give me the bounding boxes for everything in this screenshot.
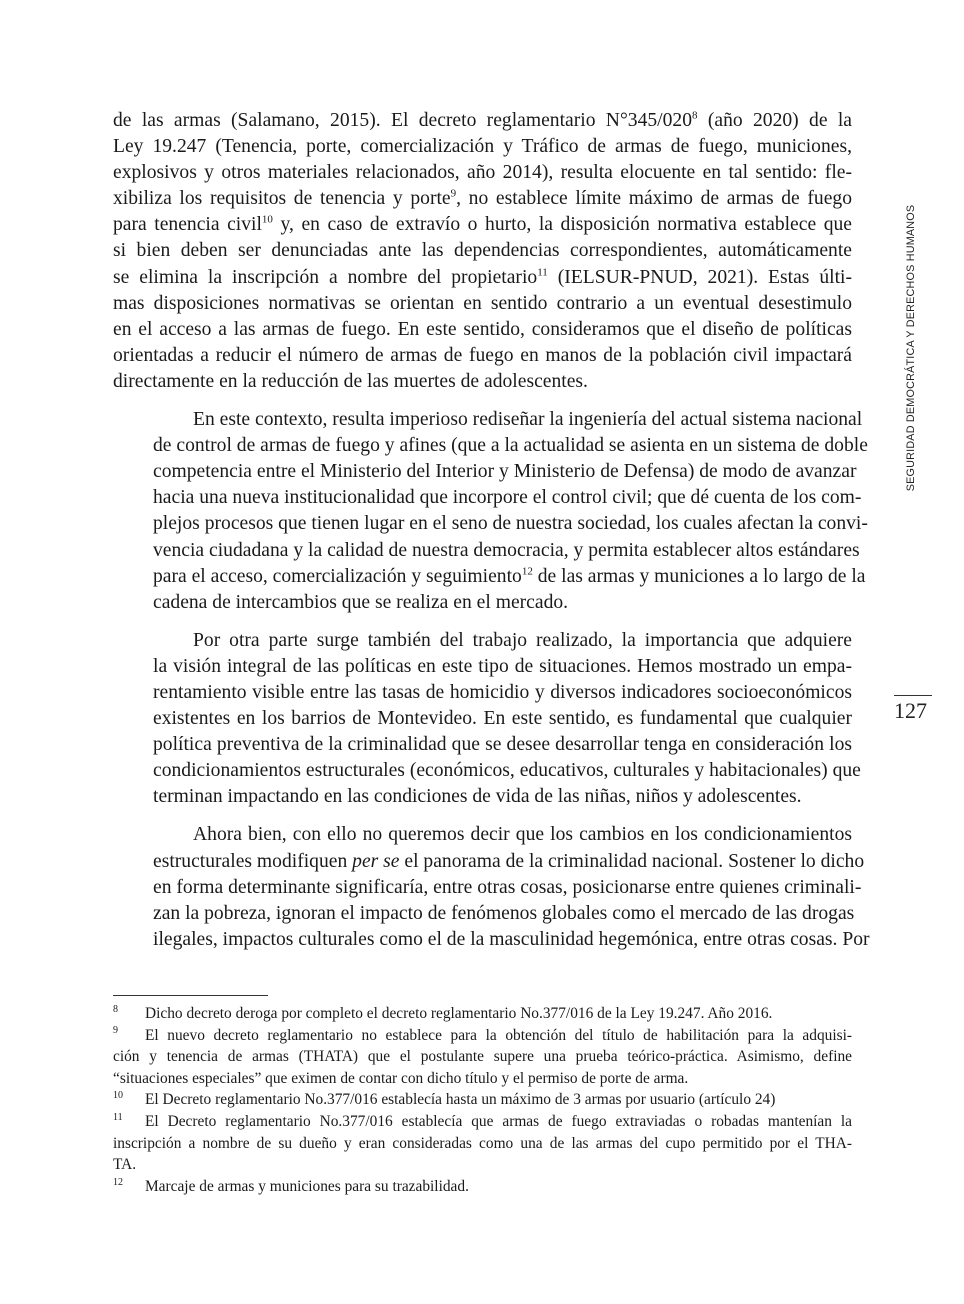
page-number-rule [894, 695, 932, 696]
text-line: plejos procesos que tienen lugar en el seno de nuestra sociedad, los cuales afectan la convi- [153, 513, 868, 535]
italic-term: per se [352, 850, 400, 872]
text-line: competencia entre el Ministerio del Interior y Ministerio de Defensa) de modo de avanzar [153, 461, 857, 483]
text-line: vencia ciudadana y la calidad de nuestra democracia, y permita establecer altos estándares [153, 539, 860, 561]
text-line: si bien deben ser denunciadas ante las dependencias correspondientes, automáticamente [113, 240, 852, 262]
footnote-line: 12 Marcaje de armas y municiones para su trazabilidad. [113, 1176, 469, 1195]
footnote-line: inscripción a nombre de su dueño y eran consideradas como una de las armas del cupo permitido por el THA- [113, 1134, 852, 1152]
footnote-line: TA. [113, 1156, 137, 1174]
footnote-line: “situaciones especiales” que eximen de contar con dicho título y el permiso de porte de arma. [113, 1069, 689, 1087]
text-line: terminan impactando en las condiciones de vida de las niñas, niños y adolescentes. [153, 786, 802, 808]
text-line: zan la pobreza, ignoran el impacto de fenómenos globales como el mercado de las drogas [153, 902, 855, 924]
footnote-line: 11 El Decreto reglamentario No.377/016 establecía que armas de fuego extraviadas o robadas mantenían la [113, 1111, 852, 1130]
text-line: para el acceso, comercialización y seguimiento$^{12}$ de las armas y municiones a lo largo de la [153, 565, 866, 587]
text-line: en el acceso a las armas de fuego. En este sentido, consideramos que el diseño de políticas [113, 318, 852, 340]
text-line: condicionamientos estructurales (económicos, educativos, culturales y habitacionales) que [153, 760, 861, 782]
page-number: 127 [894, 698, 927, 723]
footnote-8 [113, 1003, 852, 1025]
text-line: xibiliza los requisitos de tenencia y porte$^9$, no establece límite máximo de armas de fuego [113, 187, 852, 210]
footnote-9 [113, 1025, 852, 1090]
text-line: existentes en los barrios de Montevideo. En este sentido, es fundamental que cualquier [153, 708, 852, 730]
footnote-separator [113, 995, 268, 996]
paragraph-3 [113, 628, 861, 811]
running-head: SEGURIDAD DEMOCRÁTICA Y DERECHOS HUMANOS [905, 204, 917, 492]
text-line: en forma determinante significaría, entre otras cosas, posicionarse entre quienes criminali- [153, 876, 862, 898]
paragraph-1 [113, 108, 852, 395]
text-line: de las armas (Salamano, 2015). El decreto reglamentario $N^\circ 345/020^8$ (año 2020) de la [113, 109, 852, 131]
footnote-line: ción y tenencia de armas (THATA) que el postulante supere una prueba teórico-práctica. Asimismo, define [113, 1048, 852, 1066]
footnote-12 [113, 1176, 852, 1198]
text-line: Por otra parte surge también del trabajo realizado, la importancia que adquiere [193, 629, 852, 651]
text-line: explosivos y otros materiales relacionados, año 2014), resulta elocuente en tal sentido: fle- [113, 162, 852, 184]
footnote-line: 8 Dicho decreto deroga por completo el decreto reglamentario No.377/016 de la Ley 19.247. Año 2016. [113, 1003, 773, 1022]
text-line: para tenencia civil$^{10}$ y, en caso de extravío o hurto, la disposición normativa establece que [113, 213, 852, 236]
body-text [113, 108, 870, 965]
text-line: cadena de intercambios que se realiza en el mercado. [153, 591, 569, 613]
footnote-line: 9 El nuevo decreto reglamentario no establece para la obtención del título de habilitación para la adquisi- [113, 1025, 852, 1044]
footnote-ref-9[interactable]: 9 [450, 187, 457, 200]
text-line: hacia una nueva institucionalidad que incorpore el control civil; que dé cuenta de los com- [153, 487, 862, 509]
footnote-ref-11[interactable]: 11 [537, 266, 548, 279]
text-line: se elimina la inscripción a nombre del propietario$^{11}$ (IELSUR-PNUD, 2021). Estas últi- [113, 266, 852, 288]
footnote-ref-8[interactable]: 8 [692, 109, 698, 122]
paragraph-4 [113, 822, 870, 952]
text-line: rentamiento visible entre las tasas de homicidio y diversos indicadores socioeconómicos [153, 681, 852, 703]
text-line: Ley 19.247 (Tenencia, porte, comercialización y Tráfico de armas de fuego, municiones, [113, 136, 852, 158]
footnote-ref-12[interactable]: 12 [521, 565, 533, 578]
text-line: orientadas a reducir el número de armas de fuego en manos de la población civil impactará [113, 344, 852, 366]
footnote-11 [113, 1111, 852, 1176]
text-line: política preventiva de la criminalidad que se desee desarrollar tenga en consideración los [153, 734, 852, 756]
text-line: mas disposiciones normativas se orientan en sentido contrario a un eventual desestimulo [113, 292, 852, 314]
paragraph-2 [113, 407, 868, 616]
footnotes [113, 1003, 852, 1197]
text-line: ilegales, impactos culturales como el de la masculinidad hegemónica, entre otras cosas. Por [153, 928, 870, 950]
text-line: estructurales modifiquen per se el panorama de la criminalidad nacional. Sostener lo dicho [153, 850, 865, 872]
footnote-line: 10 El Decreto reglamentario No.377/016 establecía hasta un máximo de 3 armas por usuario (artículo 24) [113, 1090, 776, 1109]
text-line: de control de armas de fuego y afines (que a la actualidad se asienta en un sistema de doble [153, 435, 868, 457]
footnote-10 [113, 1089, 852, 1111]
text-line: Ahora bien, con ello no queremos decir que los cambios en los condicionamientos [193, 824, 852, 846]
text-line: En este contexto, resulta imperioso rediseñar la ingeniería del actual sistema nacional [193, 409, 863, 431]
text-line: la visión integral de las políticas en este tipo de situaciones. Hemos mostrado un empa- [153, 655, 852, 677]
footnote-ref-10[interactable]: 10 [261, 213, 273, 226]
text-line: directamente en la reducción de las muertes de adolescentes. [113, 370, 588, 392]
